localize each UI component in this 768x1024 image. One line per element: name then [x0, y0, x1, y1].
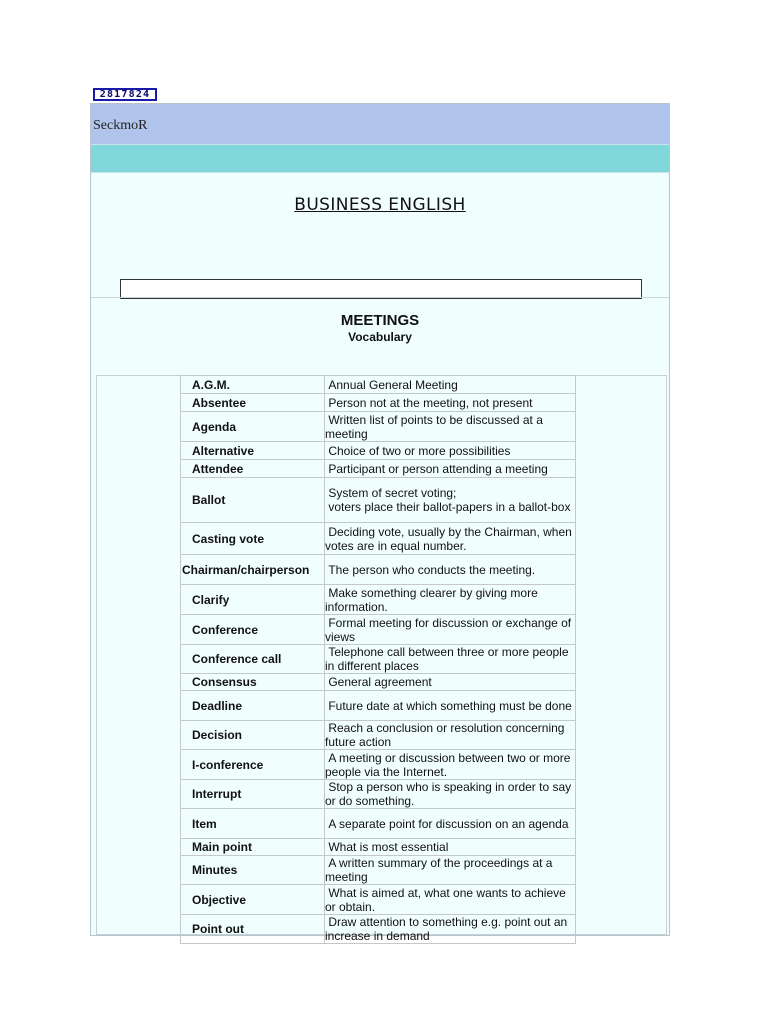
vocabulary-term: Conference: [181, 615, 325, 645]
vocabulary-definition: A separate point for discussion on an agenda: [325, 809, 576, 839]
vocabulary-row: [181, 750, 576, 780]
vocabulary-term: A.G.M.: [181, 376, 325, 394]
vocabulary-definition: General agreement: [325, 674, 576, 691]
vocabulary-table: [180, 375, 576, 944]
vocabulary-definition: System of secret voting; voters place their ballot-papers in a ballot-box: [325, 478, 576, 523]
vocabulary-term: Consensus: [181, 674, 325, 691]
vocabulary-row: [181, 615, 576, 645]
vocabulary-row: [181, 442, 576, 460]
vocabulary-row: [181, 915, 576, 944]
vocabulary-definition: Stop a person who is speaking in order to say or do something.: [325, 780, 575, 808]
vocabulary-row: [181, 376, 576, 394]
section-subtitle: Vocabulary: [348, 330, 412, 344]
vocabulary-definition: Make something clearer by giving more information.: [325, 585, 576, 615]
vocabulary-definition: Draw attention to something e.g. point out an increase in demand: [325, 915, 576, 944]
vocabulary-term: Deadline: [181, 691, 325, 721]
vocabulary-term: Point out: [181, 915, 325, 944]
vocabulary-definition: What is aimed at, what one wants to achieve or obtain.: [325, 885, 576, 915]
vocabulary-definition: Formal meeting for discussion or exchange of views: [325, 615, 575, 644]
blank-box: [120, 279, 642, 299]
vocabulary-term: Main point: [181, 839, 325, 856]
vocabulary-term: Item: [181, 809, 325, 839]
vocabulary-term: Decision: [181, 721, 325, 750]
teal-band: [91, 144, 669, 173]
vocabulary-row: [181, 780, 576, 809]
vocabulary-term: Minutes: [181, 856, 325, 885]
vocabulary-row: [181, 885, 576, 915]
author-name[interactable]: SeckmoR: [93, 118, 148, 133]
vocabulary-term: Alternative: [181, 442, 325, 460]
vocabulary-term: Objective: [181, 885, 325, 915]
vocabulary-term: Absentee: [181, 394, 325, 412]
vocabulary-row: [181, 809, 576, 839]
vocabulary-definition: The person who conducts the meeting.: [325, 555, 576, 585]
vocabulary-row: [181, 585, 576, 615]
vocabulary-term: Ballot: [181, 478, 325, 523]
vocabulary-row: [181, 412, 576, 442]
vocabulary-term: Conference call: [181, 645, 325, 674]
document-id-badge: 2817824: [93, 88, 157, 101]
vocabulary-definition: Annual General Meeting: [325, 376, 576, 394]
vocabulary-row: [181, 645, 576, 674]
section-divider: [91, 297, 669, 298]
vocabulary-row: [181, 394, 576, 412]
vocabulary-definition: Future date at which something must be done: [325, 691, 576, 721]
vocabulary-term: I-conference: [181, 750, 325, 780]
vocabulary-row: [181, 460, 576, 478]
document-title: BUSINESS ENGLISH: [294, 195, 466, 215]
vocabulary-term: Attendee: [181, 460, 325, 478]
section-title: MEETINGS: [340, 312, 420, 329]
vocabulary-definition: Deciding vote, usually by the Chairman, when votes are in equal number.: [325, 524, 576, 553]
vocabulary-definition: A written summary of the proceedings at a meeting: [325, 856, 576, 885]
vocabulary-row: [181, 691, 576, 721]
vocabulary-term: Clarify: [181, 585, 325, 615]
document-panel: [90, 103, 670, 943]
vocabulary-row: [181, 555, 576, 585]
vocabulary-term: Chairman/chairperson: [181, 555, 325, 585]
vocabulary-definition: Person not at the meeting, not present: [325, 394, 576, 412]
vocabulary-term: Agenda: [181, 412, 325, 442]
vocabulary-row: [181, 839, 576, 856]
vocabulary-definition: Written list of points to be discussed at a meeting: [325, 412, 576, 442]
vocabulary-row: [181, 674, 576, 691]
vocabulary-definition: What is most essential: [325, 839, 576, 856]
vocabulary-definition: Participant or person attending a meeting: [325, 460, 576, 478]
vocabulary-row: [181, 523, 576, 555]
vocabulary-row: [181, 721, 576, 750]
author-header-band: [91, 104, 669, 144]
vocabulary-definition: A meeting or discussion between two or more people via the Internet.: [325, 750, 574, 779]
vocabulary-definition: Choice of two or more possibilities: [325, 442, 576, 460]
vocabulary-row: [181, 478, 576, 523]
vocabulary-definition: Telephone call between three or more people in different places: [325, 645, 576, 674]
vocabulary-row: [181, 856, 576, 885]
vocabulary-term: Casting vote: [181, 523, 325, 555]
vocabulary-definition: Reach a conclusion or resolution concerning future action: [325, 721, 576, 750]
vocabulary-term: Interrupt: [181, 780, 325, 809]
